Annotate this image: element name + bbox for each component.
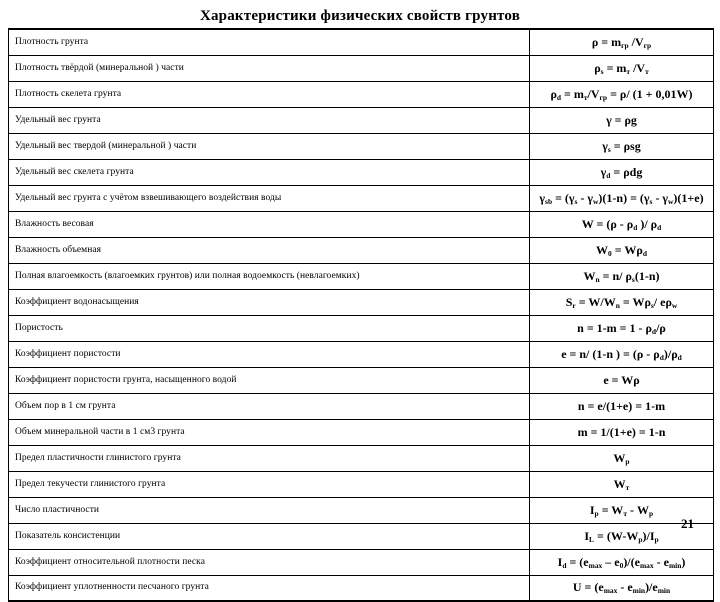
table-body — [9, 29, 714, 601]
property-formula-cell — [530, 237, 714, 263]
property-name-cell: Влажность весовая — [9, 211, 530, 237]
soil-properties-table — [8, 28, 714, 602]
formula-text: e = Wρ — [603, 372, 640, 387]
property-name-cell: Плотность грунта — [9, 29, 530, 55]
formula-text: n = e/(1+e) = 1-m — [577, 398, 666, 413]
page-title: Характеристики физических свойств грунтов — [199, 8, 521, 24]
property-name-cell: Удельный вес грунта с учётом взвешивающего воздействия воды — [9, 185, 530, 211]
table-row — [9, 575, 714, 601]
property-formula-cell — [530, 29, 714, 55]
property-name-cell: Коэффициент пористости — [9, 341, 530, 367]
property-name-cell: Плотность твёрдой (минеральной ) части — [9, 55, 530, 81]
property-name-cell: Коэффициент относительной плотности песка — [9, 549, 530, 575]
formula-text: $U = (e_{max} - e_{min})/e_{min}$ — [572, 580, 671, 596]
table-row — [9, 289, 714, 315]
property-formula-cell — [530, 367, 714, 393]
property-name-cell: Коэффициент уплотненности песчаного грунта — [9, 575, 530, 601]
table-row — [9, 29, 714, 55]
table-row — [9, 523, 714, 549]
table-row — [9, 55, 714, 81]
property-name-cell: Удельный вес грунта — [9, 107, 530, 133]
table-row — [9, 159, 714, 185]
formula-text: $W_0 = W\rho_d$ — [596, 242, 647, 258]
property-name-cell: Удельный вес твердой (минеральной ) части — [9, 133, 530, 159]
formula-text: $I_p = W_т - W_p$ — [589, 502, 654, 518]
table-row — [9, 263, 714, 289]
table-row — [9, 237, 714, 263]
property-formula-cell — [530, 445, 714, 471]
formula-text: e = n/ (1-n ) = $(\rho - \rho_d)/\rho_d$ — [561, 346, 682, 362]
table-row — [9, 393, 714, 419]
table-row — [9, 81, 714, 107]
table-row — [9, 549, 714, 575]
table-row — [9, 107, 714, 133]
formula-text: $W = (\rho - \rho_d$ )/ $\rho_d$ — [581, 216, 662, 232]
table-row — [9, 445, 714, 471]
table-row — [9, 497, 714, 523]
property-formula-cell — [530, 315, 714, 341]
page-number: 21 — [681, 516, 694, 531]
property-formula-cell — [530, 185, 714, 211]
property-name-cell: Объем пор в 1 см грунта — [9, 393, 530, 419]
table-row — [9, 185, 714, 211]
formula-text: $\rho_d = m_т/V_{гр} = \rho/$ (1 + 0,01W) — [550, 86, 693, 102]
property-formula-cell — [530, 393, 714, 419]
property-name-cell: Коэффициент пористости грунта, насыщенного водой — [9, 367, 530, 393]
formula-text: $I_d = (e_{max} - e_0)/(e_{max} - e_{min})$ — [557, 554, 686, 570]
formula-text: $I_L = (W-W_p)/I_p$ — [584, 528, 659, 544]
property-formula-cell — [530, 211, 714, 237]
table-row — [9, 133, 714, 159]
table-row — [9, 341, 714, 367]
table-row — [9, 471, 714, 497]
table-row — [9, 211, 714, 237]
property-name-cell: Объем минеральной части в 1 см3 грунта — [9, 419, 530, 445]
property-name-cell: Удельный вес скелета грунта — [9, 159, 530, 185]
property-formula-cell — [530, 81, 714, 107]
formula-text: $\gamma_d = \rho dg$ — [600, 164, 643, 180]
property-formula-cell — [530, 133, 714, 159]
property-formula-cell — [530, 549, 714, 575]
formula-text: γ = ρg — [606, 112, 637, 127]
property-name-cell: Полная влагоемкость (влагоемких грунтов) или полная водоемкость (невлагоемких) — [9, 263, 530, 289]
property-name-cell: Пористость — [9, 315, 530, 341]
property-formula-cell — [530, 263, 714, 289]
property-formula-cell — [530, 159, 714, 185]
property-name-cell: Число пластичности — [9, 497, 530, 523]
property-name-cell: Плотность скелета грунта — [9, 81, 530, 107]
formula-text: $\gamma_s = \rho sg$ — [602, 138, 641, 154]
property-formula-cell — [530, 55, 714, 81]
property-formula-cell — [530, 575, 714, 601]
formula-text: $\gamma_{sb} = (\gamma_s - \gamma_w)(1-n) = (\gamma_s - \gamma_w)(1+e)$ — [539, 190, 704, 206]
property-name-cell: Предел пластичности глинистого грунта — [9, 445, 530, 471]
property-formula-cell — [530, 107, 714, 133]
formula-text: $W_т$ — [613, 476, 630, 492]
formula-text: $W_p$ — [613, 450, 630, 466]
formula-text: $\rho = m_{гр}$ $/V_{гр}$ — [591, 34, 652, 50]
formula-text: $S_r = W/W_n = W\rho_s/$ $e\rho_w$ — [565, 294, 678, 310]
property-formula-cell — [530, 341, 714, 367]
formula-text: $n = 1-m = 1 - \rho_d/\rho$ — [577, 320, 666, 336]
formula-text: $\rho_s = m_т$ $/V_т$ — [594, 60, 649, 76]
property-name-cell: Коэффициент водонасыщения — [9, 289, 530, 315]
property-name-cell: Предел текучести глинистого грунта — [9, 471, 530, 497]
property-name-cell: Влажность объемная — [9, 237, 530, 263]
table-row — [9, 315, 714, 341]
property-name-cell: Показатель консистенции — [9, 523, 530, 549]
table-row — [9, 419, 714, 445]
formula-text: m = 1/(1+e) = 1-n — [577, 424, 666, 439]
table-row — [9, 367, 714, 393]
formula-text: $W_n = n/$ $\rho_s(1-n)$ — [583, 268, 660, 284]
property-formula-cell — [530, 471, 714, 497]
property-formula-cell — [530, 289, 714, 315]
property-formula-cell — [530, 419, 714, 445]
